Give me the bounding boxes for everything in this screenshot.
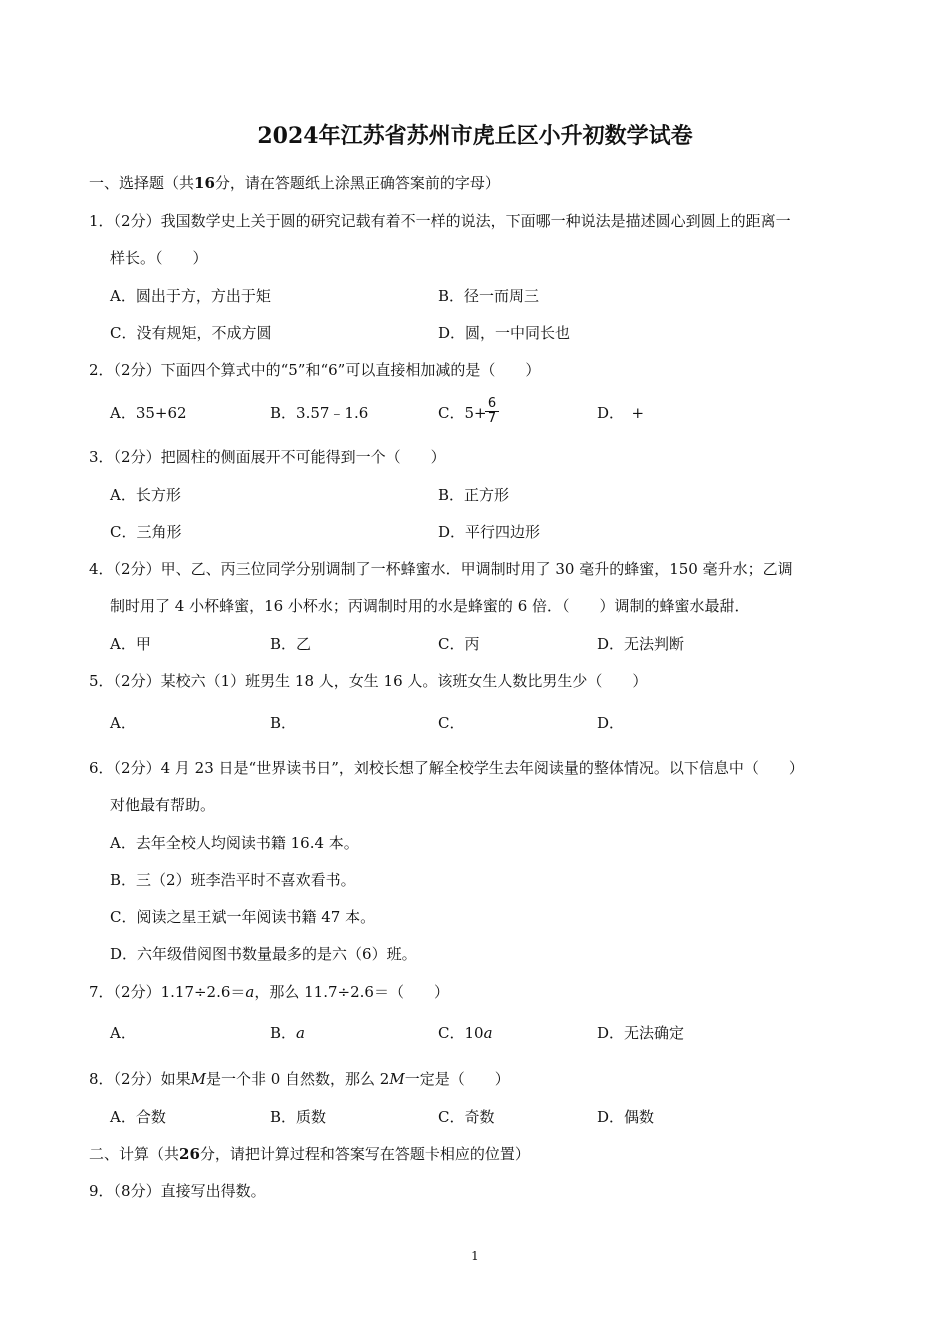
q8-option-b[interactable]: B．质数 bbox=[270, 1108, 327, 1126]
question-6-stem: 6．（2分）4 月 23 日是“世界读书日”，刘校长想了解全校学生去年阅读量的整体情况。以下信息中（ ） bbox=[89, 759, 804, 777]
section-2-heading: 二、计算（共26分，请把计算过程和答案写在答题卡相应的位置） bbox=[89, 1145, 530, 1163]
q5-option-c[interactable]: C． bbox=[438, 714, 465, 732]
q7-option-a[interactable]: A． bbox=[110, 1024, 136, 1042]
question-4-stem-cont: 制时用了 4 小杯蜂蜜，16 小杯水；丙调制时用的水是蜂蜜的 6 倍．（ ）调制的蜂蜜水最甜． bbox=[110, 597, 750, 615]
question-5-stem: 5．（2分）某校六（1）班男生 18 人，女生 16 人。该班女生人数比男生少（ ） bbox=[89, 672, 648, 690]
question-4-stem: 4．（2分）甲、乙、丙三位同学分别调制了一杯蜂蜜水．甲调制时用了 30 毫升的蜂蜜，150 毫升水；乙调 bbox=[89, 560, 793, 578]
q6-option-d[interactable]: D．六年级借阅图书数量最多的是六（6）班。 bbox=[110, 945, 417, 963]
q3-option-c[interactable]: C．三角形 bbox=[110, 523, 182, 541]
q8-option-c[interactable]: C．奇数 bbox=[438, 1108, 495, 1126]
question-3-stem: 3．（2分）把圆柱的侧面展开不可能得到一个（ ） bbox=[89, 448, 446, 466]
question-1-stem: 1．（2分）我国数学史上关于圆的研究记载有着不一样的说法，下面哪一种说法是描述圆心到圆上的距离一 bbox=[89, 212, 791, 230]
page-title: 2024年江苏省苏州市虎丘区小升初数学试卷 bbox=[257, 123, 693, 149]
q1-option-c[interactable]: C．没有规矩，不成方圆 bbox=[110, 324, 272, 342]
q4-option-a[interactable]: A．甲 bbox=[110, 635, 151, 653]
page-number: 1 bbox=[471, 1249, 479, 1263]
q4-option-c[interactable]: C．丙 bbox=[438, 635, 480, 653]
question-1-stem-cont: 样长。（ ） bbox=[110, 249, 208, 267]
q3-option-d[interactable]: D．平行四边形 bbox=[438, 523, 541, 541]
q1-option-a[interactable]: A．圆出于方，方出于矩 bbox=[110, 287, 271, 305]
q2-option-b[interactable]: B．3.57﹣1.6 bbox=[270, 404, 369, 422]
q6-option-a[interactable]: A．去年全校人均阅读书籍 16.4 本。 bbox=[110, 834, 359, 852]
q2-option-c-fraction: $\frac{6}{7}$ bbox=[485, 397, 499, 426]
question-6-stem-cont: 对他最有帮助。 bbox=[110, 796, 216, 814]
q6-option-c[interactable]: C．阅读之星王斌一年阅读书籍 47 本。 bbox=[110, 908, 376, 926]
q4-option-d[interactable]: D．无法判断 bbox=[597, 635, 685, 653]
section-1-heading: 一、选择题（共16分，请在答题纸上涂黑正确答案前的字母） bbox=[89, 174, 500, 192]
q7-option-c[interactable]: C．10a bbox=[438, 1024, 493, 1042]
question-2-stem: 2．（2分）下面四个算式中的“5”和“6”可以直接相加减的是（ ） bbox=[89, 361, 541, 379]
q8-option-d[interactable]: D．偶数 bbox=[597, 1108, 655, 1126]
q2-option-c[interactable]: C．5+ bbox=[438, 404, 487, 422]
q5-option-a[interactable]: A． bbox=[110, 714, 136, 732]
question-9-stem: 9．（8分）直接写出得数。 bbox=[89, 1182, 266, 1200]
q3-option-b[interactable]: B．正方形 bbox=[438, 486, 510, 504]
q6-option-b[interactable]: B．三（2）班李浩平时不喜欢看书。 bbox=[110, 871, 356, 889]
q4-option-b[interactable]: B．乙 bbox=[270, 635, 312, 653]
q3-option-a[interactable]: A．长方形 bbox=[110, 486, 181, 504]
question-7-stem: 7．（2分）1.17÷2.6＝a，那么 11.7÷2.6＝（ ） bbox=[89, 983, 449, 1001]
q8-option-a[interactable]: A．合数 bbox=[110, 1108, 166, 1126]
question-8-stem: 8．（2分）如果M是一个非 0 自然数，那么 2M一定是（ ） bbox=[89, 1070, 510, 1088]
q1-option-d[interactable]: D．圆，一中同长也 bbox=[438, 324, 571, 342]
q7-option-d[interactable]: D．无法确定 bbox=[597, 1024, 685, 1042]
q7-option-b[interactable]: B．a bbox=[270, 1024, 305, 1042]
q1-option-b[interactable]: B．径一而周三 bbox=[438, 287, 540, 305]
q5-option-b[interactable]: B． bbox=[270, 714, 297, 732]
q2-option-d[interactable]: D． + bbox=[597, 404, 645, 422]
q2-option-a[interactable]: A．35+62 bbox=[110, 404, 187, 422]
q5-option-d[interactable]: D． bbox=[597, 714, 625, 732]
